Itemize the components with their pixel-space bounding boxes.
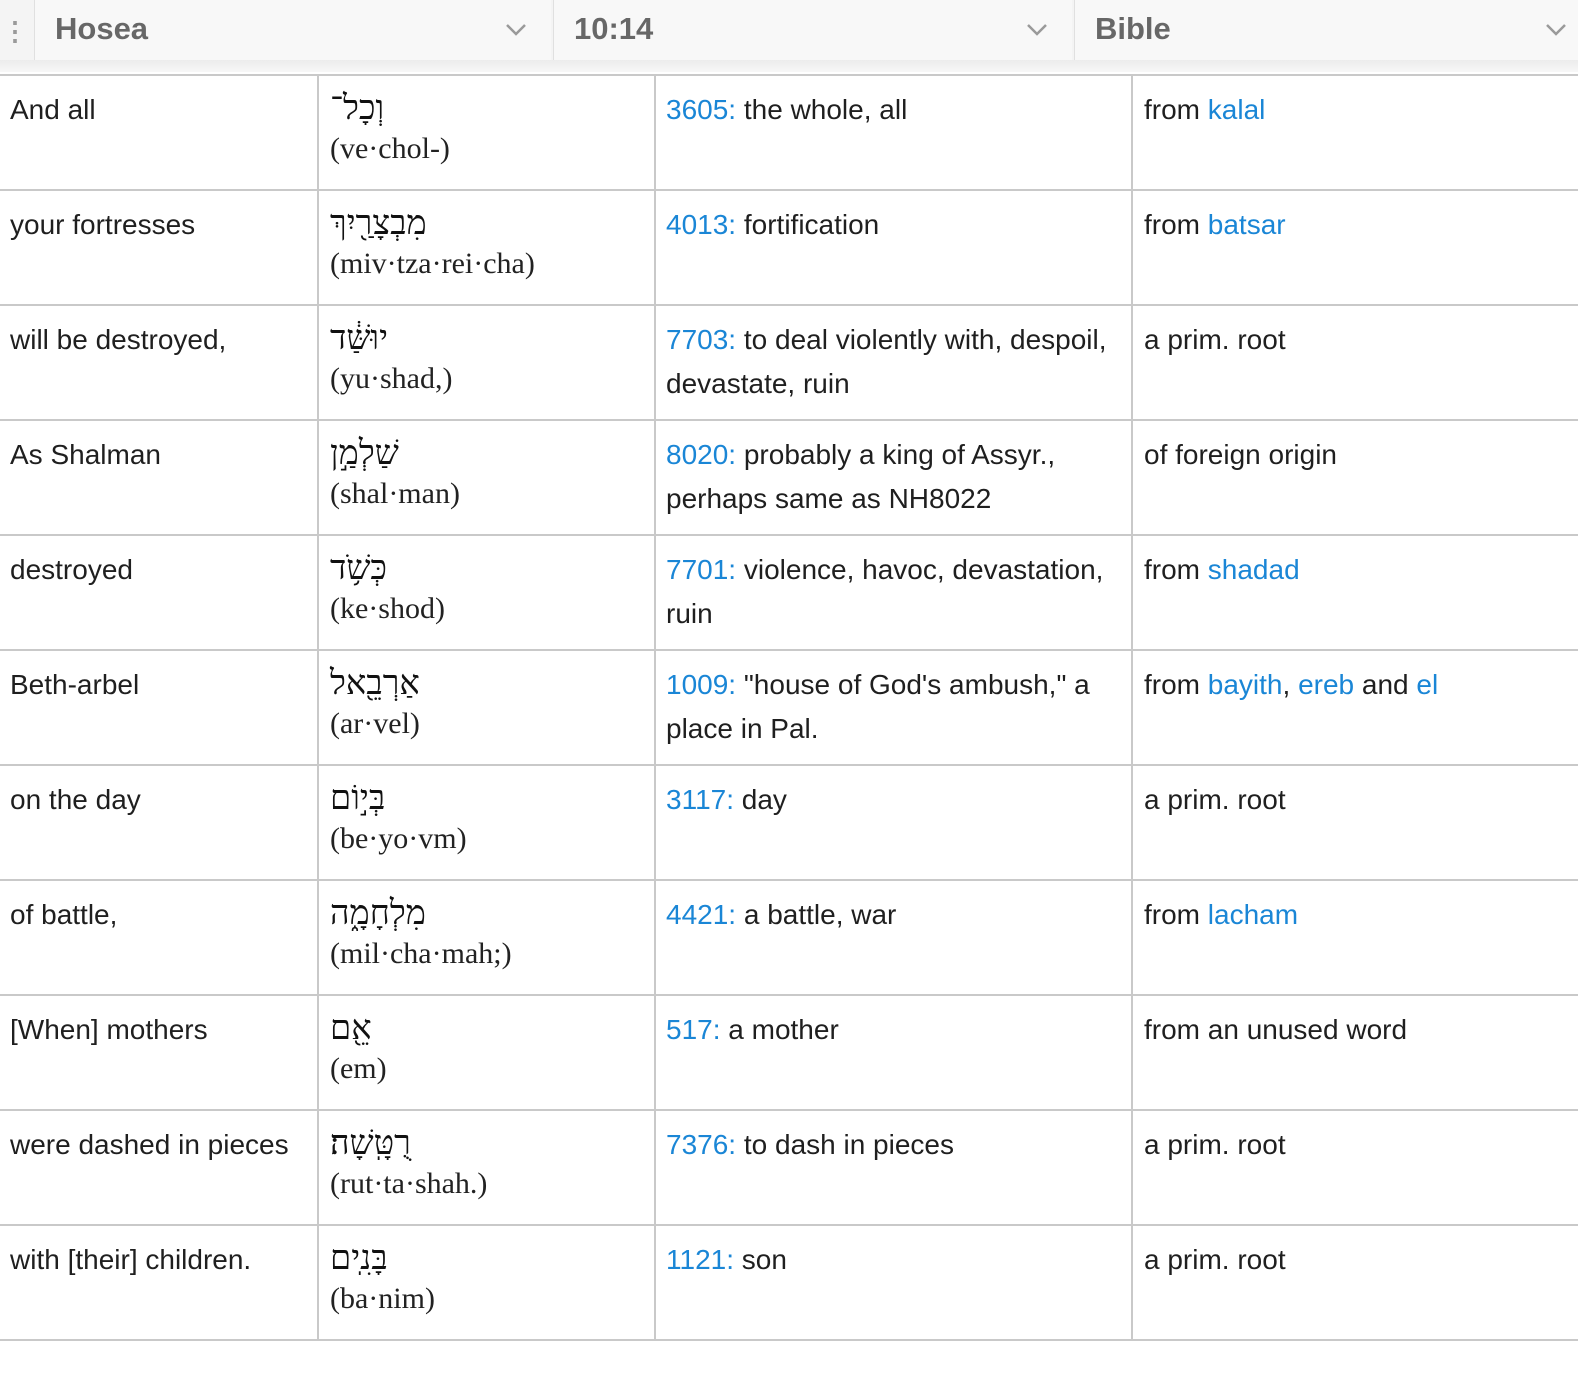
transliteration: (yu·shad,) <box>330 362 453 395</box>
origin-cell: from bayith, ereb and el <box>1132 650 1578 765</box>
strongs-number-link[interactable]: 7701: <box>666 554 737 585</box>
hebrew-word: שַׁלְמַ֣ן <box>330 433 399 473</box>
origin-cell <box>1132 190 1578 305</box>
hebrew-word-cell <box>318 535 655 650</box>
transliteration: (ar·vel) <box>330 707 420 740</box>
hebrew-word: יוּשַּׁ֔ד <box>330 318 389 358</box>
strongs-definition-cell <box>655 305 1132 420</box>
english-word-cell: your fortresses <box>0 190 318 305</box>
hebrew-word-cell <box>318 1225 655 1340</box>
origin-cell <box>1132 305 1578 420</box>
strongs-definition-cell <box>655 880 1132 995</box>
transliteration: (ve·chol-) <box>330 132 450 165</box>
table-row <box>0 765 1578 880</box>
root-word-link[interactable]: shadad <box>1207 554 1300 585</box>
table-row <box>0 880 1578 995</box>
toolbar-shadow <box>0 60 1578 72</box>
hebrew-word: בְּי֣וֹם <box>330 778 386 818</box>
transliteration: (ke·shod) <box>330 592 445 625</box>
root-word-link[interactable]: kalal <box>1207 94 1266 125</box>
root-word-link[interactable]: batsar <box>1207 209 1286 240</box>
strongs-number-link[interactable]: 3117: <box>666 784 734 815</box>
version-selector[interactable] <box>1074 0 1578 60</box>
strongs-number-link[interactable]: 1121: <box>666 1244 734 1275</box>
hebrew-word-cell <box>318 305 655 420</box>
transliteration: (miv·tza·rei·cha) <box>330 247 535 280</box>
definition-text: "house of God's ambush," a place in Pal. <box>666 669 1090 744</box>
hebrew-word-cell <box>318 995 655 1110</box>
table-row <box>0 420 1578 535</box>
hebrew-word-cell <box>318 1110 655 1225</box>
hebrew-word-cell <box>318 190 655 305</box>
origin-text: a prim. root <box>1144 1244 1286 1275</box>
chapter-verse-selector[interactable] <box>553 0 1072 60</box>
transliteration: (shal·man) <box>330 477 460 510</box>
english-word-cell: will be destroyed, <box>0 305 318 420</box>
transliteration: (ba·nim) <box>330 1282 435 1315</box>
table-row <box>0 1110 1578 1225</box>
hebrew-word: וְכָל־ <box>330 88 385 128</box>
definition-text: son <box>741 1244 787 1275</box>
origin-prefix: from <box>1144 94 1200 125</box>
definition-text: a mother <box>728 1014 839 1045</box>
strongs-number-link[interactable]: 7703: <box>666 324 737 355</box>
hebrew-word-cell <box>318 420 655 535</box>
root-word-link[interactable]: lacham <box>1207 899 1299 930</box>
english-word-cell: And all <box>0 75 318 190</box>
hebrew-word: בָּנִֽים <box>330 1238 388 1278</box>
hebrew-word: מִלְחָמָ֑ה <box>330 893 426 933</box>
strongs-definition-cell <box>655 650 1132 765</box>
table-row <box>0 305 1578 420</box>
definition-text: the whole, all <box>743 94 908 125</box>
hebrew-word: מִבְצָרַ֖יִךְ <box>330 203 427 243</box>
origin-cell <box>1132 535 1578 650</box>
origin-cell <box>1132 420 1578 535</box>
strongs-definition-cell <box>655 995 1132 1110</box>
hebrew-word-cell <box>318 880 655 995</box>
transliteration: (rut·ta·shah.) <box>330 1167 488 1200</box>
english-word-cell: were dashed in pieces <box>0 1110 318 1225</box>
transliteration: (be·yo·vm) <box>330 822 467 855</box>
hebrew-word: אֵ֖ם <box>330 1008 372 1048</box>
definition-text: a battle, war <box>743 899 897 930</box>
strongs-definition-cell <box>655 765 1132 880</box>
origin-text: from an unused word <box>1144 1014 1408 1045</box>
definition-text: fortification <box>743 209 880 240</box>
origin-prefix: from <box>1144 669 1200 700</box>
definition-text: violence, havoc, devastation, ruin <box>666 554 1104 629</box>
strongs-definition-cell <box>655 75 1132 190</box>
hebrew-word: אַרְבֵ֖אל <box>330 663 420 703</box>
strongs-definition-cell <box>655 1225 1132 1340</box>
hebrew-word-cell <box>318 75 655 190</box>
strongs-definition-cell <box>655 420 1132 535</box>
book-selector-label: Hosea <box>55 11 149 46</box>
version-selector-label: Bible <box>1095 11 1171 46</box>
drag-handle-icon[interactable]: ⋮ <box>2 16 28 46</box>
hebrew-word: כְּשֹׁ֥ד <box>330 548 388 588</box>
root-word-link[interactable]: ereb <box>1298 669 1355 700</box>
root-word-link[interactable]: el <box>1416 669 1439 700</box>
transliteration: (mil·cha·mah;) <box>330 937 512 970</box>
selector-toolbar <box>0 0 1578 61</box>
table-row <box>0 75 1578 190</box>
root-word-link[interactable]: bayith <box>1207 669 1283 700</box>
english-word-cell: of battle, <box>0 880 318 995</box>
definition-text: probably a king of Assyr., perhaps same as NH8022 <box>666 439 1056 514</box>
table-row <box>0 535 1578 650</box>
book-selector[interactable] <box>34 0 551 60</box>
origin-prefix: from <box>1144 899 1200 930</box>
table-row <box>0 650 1578 765</box>
strongs-number-link[interactable]: 4013: <box>666 209 737 240</box>
chevron-down-icon <box>1026 20 1048 38</box>
english-word-cell: Beth-arbel <box>0 650 318 765</box>
strongs-number-link[interactable]: 3605: <box>666 94 737 125</box>
table-row <box>0 995 1578 1110</box>
interlinear-table <box>0 74 1578 1341</box>
origin-prefix: from <box>1144 554 1200 585</box>
table-row <box>0 1225 1578 1340</box>
strongs-definition-cell <box>655 190 1132 305</box>
chevron-down-icon <box>505 20 527 38</box>
origin-cell <box>1132 1225 1578 1340</box>
definition-text: day <box>741 784 787 815</box>
transliteration: (em) <box>330 1052 387 1085</box>
origin-text: a prim. root <box>1144 784 1286 815</box>
english-word-cell: [When] mothers <box>0 995 318 1110</box>
english-word-cell: on the day <box>0 765 318 880</box>
origin-cell <box>1132 1110 1578 1225</box>
origin-prefix: from <box>1144 209 1200 240</box>
strongs-number-link[interactable]: 4421: <box>666 899 737 930</box>
origin-cell <box>1132 995 1578 1110</box>
strongs-definition-cell <box>655 535 1132 650</box>
hebrew-word-cell <box>318 765 655 880</box>
english-word-cell: destroyed <box>0 535 318 650</box>
definition-text: to dash in pieces <box>743 1129 954 1160</box>
origin-cell <box>1132 880 1578 995</box>
strongs-number-link[interactable]: 7376: <box>666 1129 737 1160</box>
origin-text: of foreign origin <box>1144 439 1338 470</box>
chevron-down-icon <box>1545 20 1567 38</box>
english-word-cell: with [their] children. <box>0 1225 318 1340</box>
strongs-definition-cell <box>655 1110 1132 1225</box>
origin-cell <box>1132 765 1578 880</box>
hebrew-word: רֻטָּֽשָׁה׃ <box>330 1123 411 1163</box>
strongs-number-link[interactable]: 8020: <box>666 439 737 470</box>
strongs-number-link[interactable]: 1009: <box>666 669 737 700</box>
definition-text: to deal violently with, despoil, devastate, ruin <box>666 324 1107 399</box>
hebrew-word-cell <box>318 650 655 765</box>
english-word-cell: As Shalman <box>0 420 318 535</box>
chapter-verse-label: 10:14 <box>574 11 654 46</box>
strongs-number-link[interactable]: 517: <box>666 1014 721 1045</box>
table-row <box>0 190 1578 305</box>
origin-text: a prim. root <box>1144 324 1286 355</box>
origin-cell <box>1132 75 1578 190</box>
origin-text: a prim. root <box>1144 1129 1286 1160</box>
